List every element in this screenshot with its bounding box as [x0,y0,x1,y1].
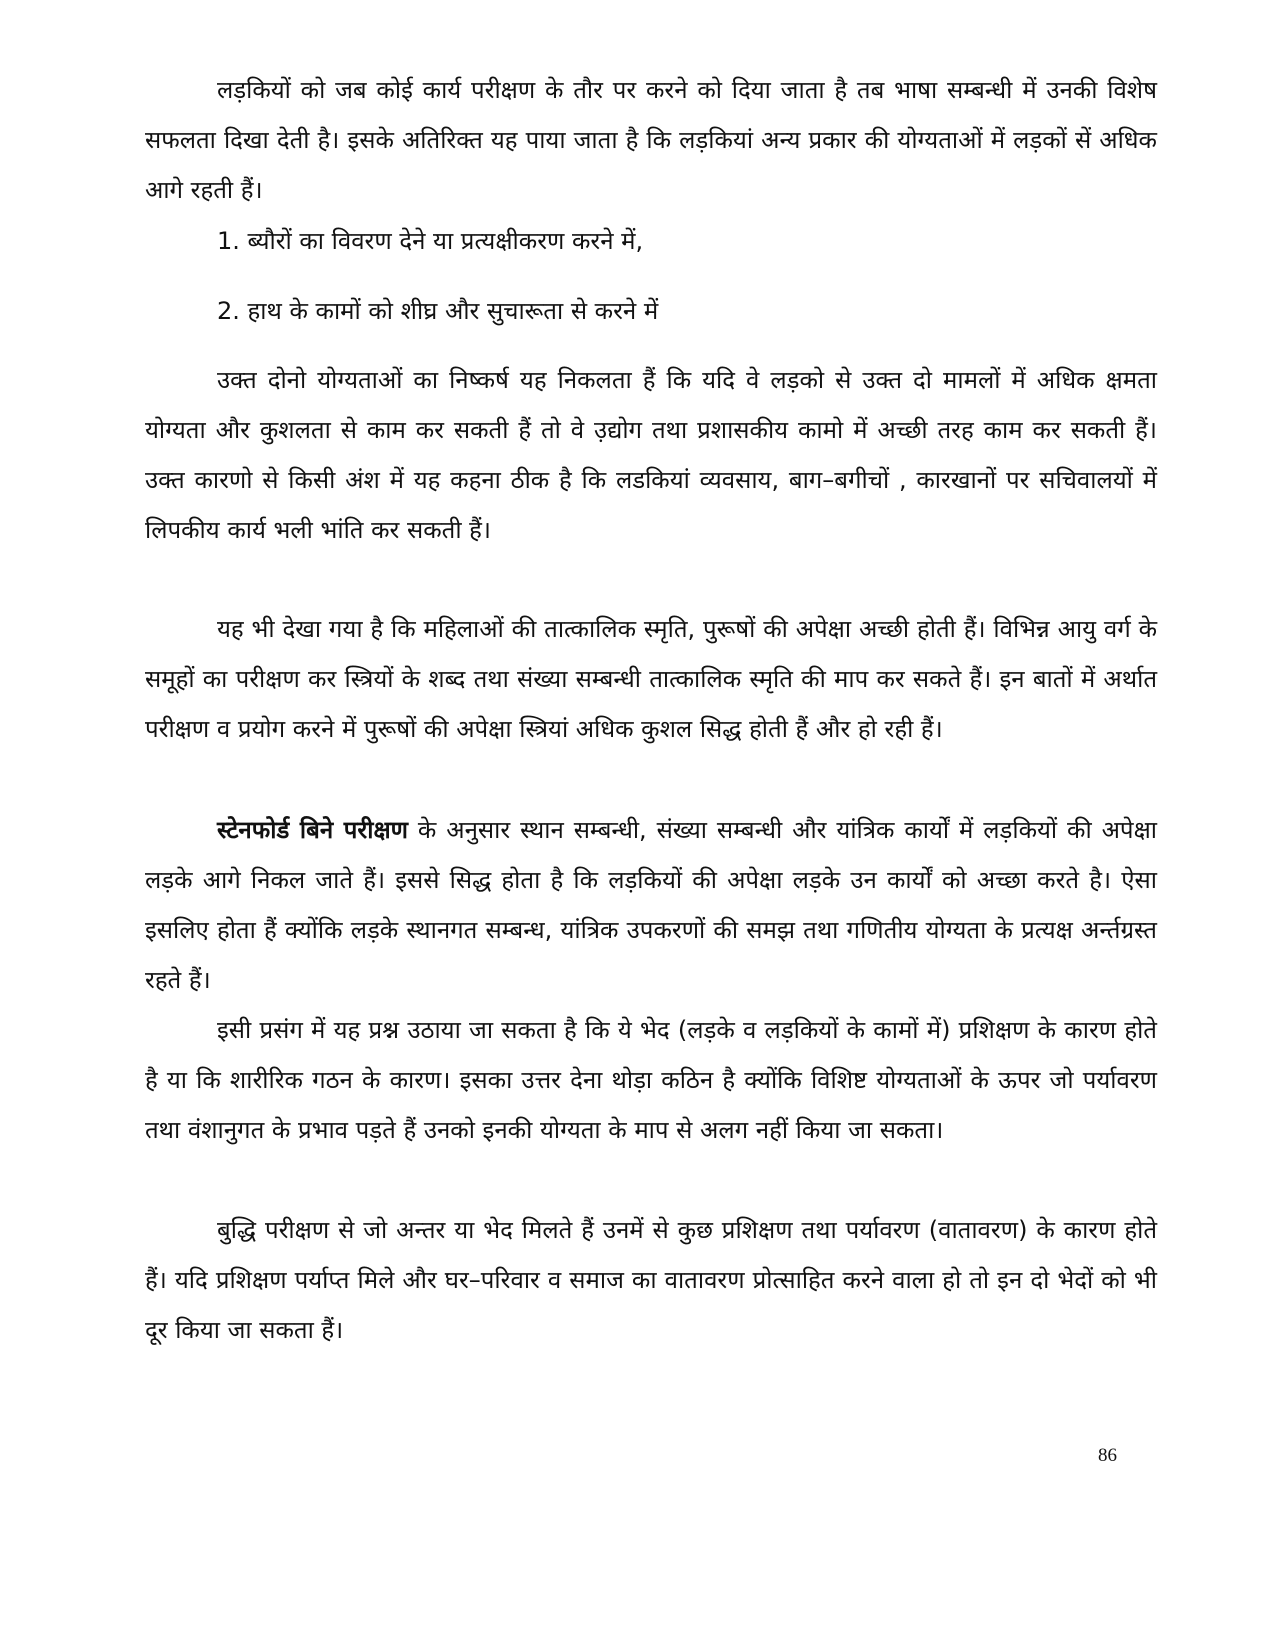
bold-term-stanford-binet: स्टेनफोर्ड बिने परीक्षण [217,816,409,844]
paragraph-4-text: के अनुसार स्थान सम्बन्धी, संख्या सम्बन्धी और यांत्रिक कार्यों में लड़कियों की अपेक्षा लड़के आगे निकल जाते हैं। इससे सिद्ध होता है कि लड़कियों की अपेक्षा लड़के उन कार्यों को अच्छा करते है। ऐसा इसलिए होता हैं क्योंकि लड़के स्थानगत सम्बन्ध, यांत्रिक उपकरणों की समझ तथा गणितीय योग्यता के प्रत्यक्ष अर्न्तग्रस्त रहते हैं। [145,816,1157,994]
paragraph-5: इसी प्रसंग में यह प्रश्न उठाया जा सकता है कि ये भेद (लड़के व लड़कियों के कामों में) प्रशिक्षण के कारण होते है या कि शारीरिक गठन के कारण। इसका उत्तर देना थोड़ा कठिन है क्योंकि विशिष्ट योग्यताओं के ऊपर जो पर्यावरण तथा वंशानुगत के प्रभाव पड़ते हैं उनको इनकी योग्यता के माप से अलग नहीं किया जा सकता। [145,1016,1157,1144]
paragraph-4 [145,805,1157,1005]
paragraph-3: यह भी देखा गया है कि महिलाओं की तात्कालिक स्मृति, पुरूषों की अपेक्षा अच्छी होती हैं। विभिन्न आयु वर्ग के समूहों का परीक्षण कर स्त्रियों के शब्द तथा संख्या सम्बन्धी तात्कालिक स्मृति की माप कर सकते हैं। इन बातों में अर्थात परीक्षण व प्रयोग करने में पुरूषों की अपेक्षा स्त्रियां अधिक कुशल सिद्ध होती हैं और हो रही हैं। [145,615,1157,743]
list-item-1: 1. ब्यौरों का विवरण देने या प्रत्यक्षीकरण करने में, [217,227,644,255]
paragraph-1: लड़कियों को जब कोई कार्य परीक्षण के तौर पर करने को दिया जाता है तब भाषा सम्बन्धी में उनकी विशेष सफलता दिखा देती है। इसके अतिरिक्त यह पाया जाता है कि लड़कियां अन्य प्रकार की योग्यताओं में लड़कों सें अधिक आगे रहती हैं। [145,76,1157,204]
paragraph-6: बुद्धि परीक्षण से जो अन्तर या भेद मिलते हैं उनमें से कुछ प्रशिक्षण तथा पर्यावरण (वातावरण) के कारण होते हैं। यदि प्रशिक्षण पर्याप्त मिले और घर–परिवार व समाज का वातावरण प्रोत्साहित करने वाला हो तो इन दो भेदों को भी दूर किया जा सकता हैं। [145,1216,1157,1344]
list-item-2: 2. हाथ के कामों को शीघ्र और सुचारूता से करने में [217,297,659,325]
page-number: 86 [1098,1445,1117,1466]
paragraph-2: उक्त दोनो योग्यताओं का निष्कर्ष यह निकलता हैं कि यदि वे लड़को से उक्त दो मामलों में अधिक क्षमता योग्यता और कुशलता से काम कर सकती हैं तो वे उ़द्योग तथा प्रशासकीय कामो में अच्छी तरह काम कर सकती हैं। उक्त कारणो से किसी अंश में यह कहना ठीक है कि लडकियां व्यवसाय, बाग–बगीचों , कारखानों पर सचिवालयों में लिपकीय कार्य भली भांति कर सकती हैं। [145,366,1157,544]
